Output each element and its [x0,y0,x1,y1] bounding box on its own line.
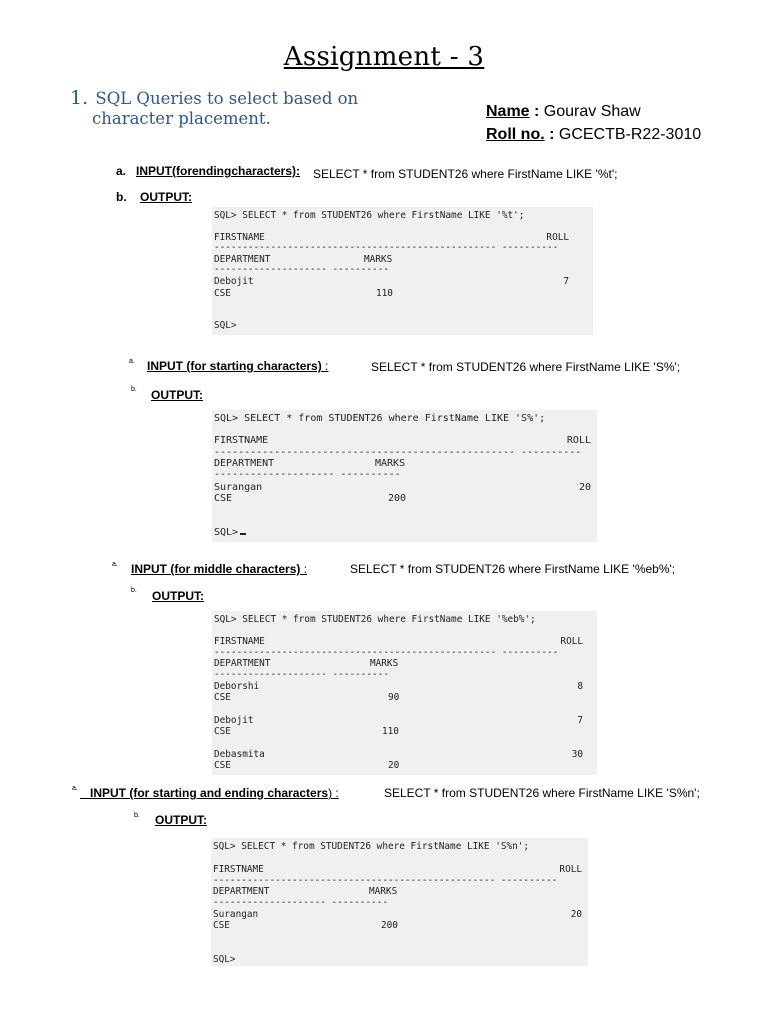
input-label [147,359,328,373]
output-label: OUTPUT: [152,589,204,603]
column-firstname: FIRSTNAME [214,435,269,446]
column-marks: MARKS [364,254,393,265]
cell-marks: 110 [382,726,399,737]
input-label [131,562,307,576]
column-marks: MARKS [369,886,398,897]
page-title: Assignment - 3 [283,42,485,72]
terminal-divider: -------------------------------------------------- ---------- [214,647,559,658]
input-marker: a. [112,561,118,568]
cell-roll: 7 [563,276,569,287]
input-label-suffix: : [321,359,329,373]
cell-marks: 200 [388,493,407,504]
terminal-output [212,410,597,542]
output-label: OUTPUT: [151,388,203,402]
column-roll: ROLL [546,232,569,243]
terminal-divider: -------------------------------------------------- ---------- [213,875,558,886]
cell-firstname: Surangan [213,909,259,920]
input-label [136,164,300,178]
cell-department: CSE [213,920,230,931]
terminal-prompt: SQL> [214,320,237,331]
sql-query: SELECT * from STUDENT26 where FirstName LIKE '%t'; [313,167,618,181]
column-firstname: FIRSTNAME [213,864,264,875]
cell-marks: 110 [376,288,393,299]
cell-department: CSE [214,493,233,504]
output-marker: b. [134,812,140,819]
terminal-divider: -------------------------------------------------- ---------- [214,447,582,458]
terminal-divider: -------------------- ---------- [214,669,389,680]
cell-marks: 200 [381,920,398,931]
cell-roll: 7 [577,715,583,726]
column-roll: ROLL [560,636,583,647]
column-marks: MARKS [370,658,399,669]
cell-roll: 20 [570,909,582,920]
output-marker: b. [131,386,137,393]
input-label-text: INPUT (for starting characters) [147,359,322,373]
heading-line-2: character placement. [92,109,271,128]
heading-line-1: SQL Queries to select based on [95,89,359,108]
terminal-command: SQL> SELECT * from STUDENT26 where FirstName LIKE 'S%n'; [213,841,530,852]
terminal-prompt-text: SQL> [214,527,239,538]
student-roll: Roll no. : GCECTB-R22-3010 [486,126,702,143]
cell-department: CSE [214,726,231,737]
name-label: Name [486,103,530,120]
cursor-icon [240,533,246,535]
cell-firstname: Surangan [214,482,263,493]
cell-firstname: Debasmita [214,749,265,760]
terminal-output [212,611,597,775]
column-firstname: FIRSTNAME [214,636,265,647]
sql-query: SELECT * from STUDENT26 where FirstName LIKE 'S%n'; [384,786,700,800]
cell-firstname: Debojit [214,715,254,726]
output-marker: b. [131,587,137,594]
input-label-suffix: ) : [328,786,339,800]
input-label-suffix: : [296,164,301,178]
terminal-prompt: SQL> [213,954,236,965]
column-department: DEPARTMENT [214,458,275,469]
cell-firstname: Deborshi [214,681,260,692]
terminal-prompt [214,527,246,538]
cell-marks: 20 [388,760,400,771]
column-marks: MARKS [375,458,406,469]
terminal-command: SQL> SELECT * from STUDENT26 where FirstName LIKE 'S%'; [214,413,546,424]
name-value: Gourav Shaw [543,103,641,120]
cell-department: CSE [214,288,231,299]
column-roll: ROLL [566,435,591,446]
column-firstname: FIRSTNAME [214,232,265,243]
cell-marks: 90 [388,692,400,703]
input-label-suffix: : [300,562,308,576]
cell-department: CSE [214,692,231,703]
column-department: DEPARTMENT [214,254,271,265]
terminal-output [211,838,588,966]
cell-roll: 30 [571,749,583,760]
terminal-divider: -------------------- ---------- [213,897,388,908]
output-label: OUTPUT: [140,190,192,204]
roll-label: Roll no. [486,126,545,143]
cell-firstname: Debojit [214,276,254,287]
terminal-divider: -------------------------------------------------- ---------- [214,242,559,253]
terminal-command: SQL> SELECT * from STUDENT26 where FirstName LIKE '%t'; [214,210,525,221]
input-label-text: INPUT (for starting and ending characters [90,786,329,800]
section-heading [70,88,390,129]
sql-query: SELECT * from STUDENT26 where FirstName LIKE '%eb%'; [350,562,676,576]
cell-department: CSE [214,760,231,771]
terminal-output [212,207,593,335]
input-marker: a. [72,785,78,792]
roll-value: GCECTB-R22-3010 [558,126,702,143]
column-department: DEPARTMENT [213,886,270,897]
heading-number: 1. [70,87,89,109]
column-roll: ROLL [559,864,582,875]
terminal-command: SQL> SELECT * from STUDENT26 where FirstName LIKE '%eb%'; [214,614,536,625]
output-label: OUTPUT: [155,813,207,827]
input-label-text: INPUT (for middle characters) [131,562,301,576]
input-marker: a. [129,358,135,365]
output-marker: b. [116,190,127,204]
input-label [80,786,339,800]
cell-roll: 8 [577,681,583,692]
terminal-divider: -------------------- ---------- [214,469,401,480]
column-department: DEPARTMENT [214,658,271,669]
input-marker: a. [116,164,127,178]
input-label-text: INPUT(forendingcharacters) [136,164,297,178]
cell-roll: 20 [578,482,591,493]
terminal-divider: -------------------- ---------- [214,264,389,275]
sql-query: SELECT * from STUDENT26 where FirstName LIKE 'S%'; [371,360,681,374]
student-name: Name : Gourav Shaw [486,103,641,120]
